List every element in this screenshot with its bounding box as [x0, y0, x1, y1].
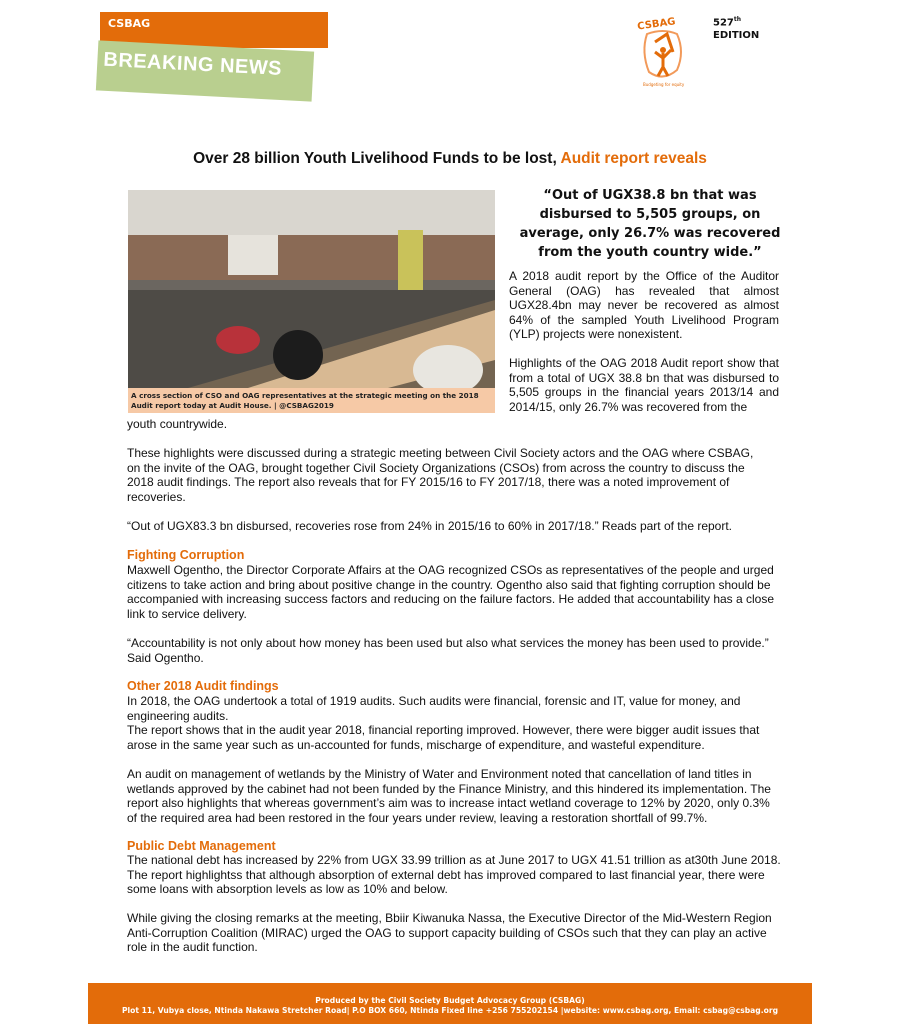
section-heading: Public Debt Management [127, 839, 276, 853]
svg-text:CSBAG: CSBAG [636, 16, 677, 33]
paragraph: These highlights were discussed during a strategic meeting between Civil Society actors and the OAG where CSBAG, on the invite of the OAG, brought together Civil Society Organizations (CSOs) from across the country to discuss the 2018 audit findings. The report also reveals that for FY 2015/16 to FY 2017/18, there was a noted improvement of recoveries. [127, 446, 754, 504]
footer-contact: Plot 11, Vubya close, Ntinda Nakawa Stretcher Road| P.O BOX 660, Ntinda Fixed line +256 755202154 |website: www.csbag.org, Email: csbag@csbag.org [121, 1006, 779, 1015]
footer [88, 983, 812, 1024]
section-heading: Other 2018 Audit findings [127, 679, 279, 693]
csbag-logo [633, 12, 693, 90]
paragraph: An audit on management of wetlands by the Ministry of Water and Environment noted that cancellation of land titles in wetlands approved by the cabinet had not been funded by the Finance Ministry, and this hindered its implementation. The report also highlights that whereas government’s aim was to increase intact wetland coverage to 12% by 2020, only 0.3% of the required area had been restored in the four years under review, leaving a restoration shortfall of 99.7%. [127, 767, 771, 825]
paragraph: In 2018, the OAG undertook a total of 1919 audits. Such audits were financial, forensic and IT, value for money, and engineering audits. [127, 694, 741, 723]
edition-label: 527th EDITION [713, 16, 760, 42]
footer-producer: Produced by the Civil Society Budget Advocacy Group (CSBAG) [315, 996, 585, 1005]
headline: Over 28 billion Youth Livelihood Funds to be lost, Audit report reveals [193, 150, 707, 167]
paragraph: The report shows that in the audit year 2018, financial reporting improved. However, there were bigger audit issues that arose in the same year such as un-accounted for funds, mischarge of expenditure, and wasteful expenditure. [127, 723, 760, 752]
paragraph: youth countrywide. [127, 417, 228, 431]
paragraph: The national debt has increased by 22% from UGX 33.99 trillion as at June 2017 to UGX 41.51 trillion as at30th June 2018. The report highlightss that although absorption of external debt has improved compared to last financial year, there were some loans with absorption levels as low as 10% and below. [127, 853, 781, 897]
paragraph: “Out of UGX83.3 bn disbursed, recoveries rose from 24% in 2015/16 to 60% in 2017/18.” Reads part of the report. [127, 519, 733, 533]
paragraph: Highlights of the OAG 2018 Audit report show that from a total of UGX 38.8 bn that was disbursed to 5,505 groups in the financial years 2013/14 and 2014/15, only 26.7% was recovered from the [509, 356, 779, 414]
paragraph: Maxwell Ogentho, the Director Corporate Affairs at the OAG recognized CSOs as representatives of the people and urged citizens to take action and bring about positive change in the country. Ogentho also said that fighting corruption should be accompanied with increasing success factors and reducing on the failure factors. He added that accountability has a close link to service delivery. [127, 563, 775, 621]
org-banner: CSBAG [100, 12, 328, 48]
meeting-photo [128, 190, 495, 388]
pull-quote: “Out of UGX38.8 bn that was disbursed to 5,505 groups, on average, only 26.7% was recovered from the youth country wide.” [519, 188, 781, 260]
paragraph: While giving the closing remarks at the meeting, Bbiir Kiwanuka Nassa, the Executive Director of the Mid-Western Region Anti-Corruption Coalition (MIRAC) urged the OAG to support capacity building of CSOs such that they can play an active role in the audit function. [127, 911, 772, 955]
paragraph: “Accountability is not only about how money has been used but also what services the money has been used to provide.” Said Ogentho. [127, 636, 769, 665]
photo-caption: A cross section of CSO and OAG representatives at the strategic meeting on the 2018 Audit report today at Audit House. | @CSBAG2019 [128, 388, 495, 413]
breaking-news-banner: BREAKING NEWS [96, 40, 314, 101]
section-heading: Fighting Corruption [127, 548, 245, 562]
svg-text:Budgeting for equity: Budgeting for equity [643, 82, 685, 87]
paragraph: A 2018 audit report by the Office of the Auditor General (OAG) has revealed that almost UGX28.4bn may never be recovered as almost 64% of the sampled Youth Livelihood Program (YLP) projects were nonexistent. [509, 269, 779, 342]
